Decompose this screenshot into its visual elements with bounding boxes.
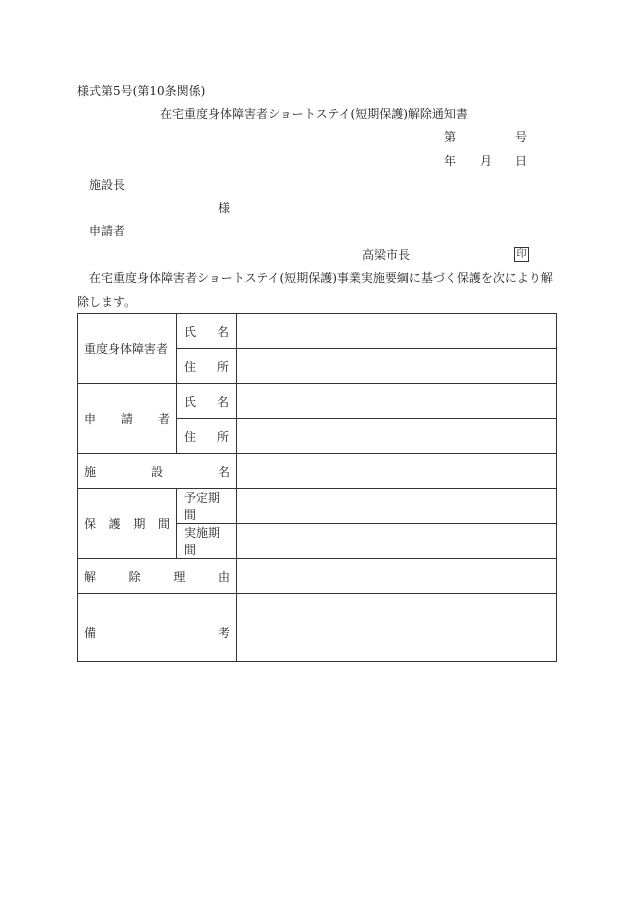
release-details-table	[77, 313, 557, 662]
applicant-label-cell	[78, 384, 177, 454]
applicant-name-field[interactable]	[237, 384, 557, 419]
release-reason-label-cell	[78, 559, 237, 594]
doc-number-prefix: 第	[444, 130, 457, 144]
seal-mark: 印	[514, 247, 529, 262]
facility-name-label-cell	[78, 454, 237, 489]
actual-period-field[interactable]	[237, 524, 557, 559]
notice-body-text: 在宅重度身体障害者ショートステイ(短期保護)事業実施要綱に基づく保護を次により解除します。	[77, 271, 553, 309]
facility-name-label: 施 設 名	[84, 464, 230, 479]
honorific: 様	[218, 201, 231, 215]
remarks-label: 備 考	[84, 626, 230, 640]
person-label-cell	[78, 314, 177, 384]
protection-period-label: 保 護 期 間	[84, 517, 170, 531]
applicant-label: 申請者	[89, 224, 126, 238]
actual-period-label: 実施期間	[184, 526, 221, 557]
planned-period-label-cell	[177, 489, 237, 524]
facility-name-field[interactable]	[237, 454, 557, 489]
person-address-label-cell	[177, 349, 237, 384]
person-address-field[interactable]	[237, 349, 557, 384]
person-address-label: 住 所	[184, 359, 229, 374]
person-name-label: 氏 名	[184, 324, 229, 339]
date-month: 月	[480, 154, 493, 168]
applicant-address-label-cell	[177, 419, 237, 454]
applicant-address-field[interactable]	[237, 419, 557, 454]
release-reason-field[interactable]	[237, 559, 557, 594]
facility-director-label: 施設長	[89, 178, 126, 192]
person-label: 重度身体障害者	[84, 342, 169, 356]
applicant-row-label: 申 請 者	[84, 412, 170, 426]
remarks-label-cell	[78, 594, 237, 662]
planned-period-label: 予定期間	[184, 491, 221, 522]
planned-period-field[interactable]	[237, 489, 557, 524]
doc-number-suffix: 号	[515, 130, 528, 144]
applicant-name-label-cell	[177, 384, 237, 419]
date-day: 日	[515, 154, 528, 168]
remarks-field[interactable]	[237, 594, 557, 662]
actual-period-label-cell	[177, 524, 237, 559]
applicant-name-label: 氏 名	[184, 394, 229, 409]
person-name-label-cell	[177, 314, 237, 349]
issuer-name: 高梁市長	[362, 248, 411, 262]
person-name-field[interactable]	[237, 314, 557, 349]
date-year: 年	[444, 154, 457, 168]
form-number: 様式第5号(第10条関係)	[77, 84, 206, 98]
document-title: 在宅重度身体障害者ショートステイ(短期保護)解除通知書	[160, 107, 468, 121]
protection-period-label-cell	[78, 489, 177, 559]
release-reason-label: 解 除 理 由	[84, 569, 230, 584]
applicant-address-label: 住 所	[184, 429, 229, 444]
